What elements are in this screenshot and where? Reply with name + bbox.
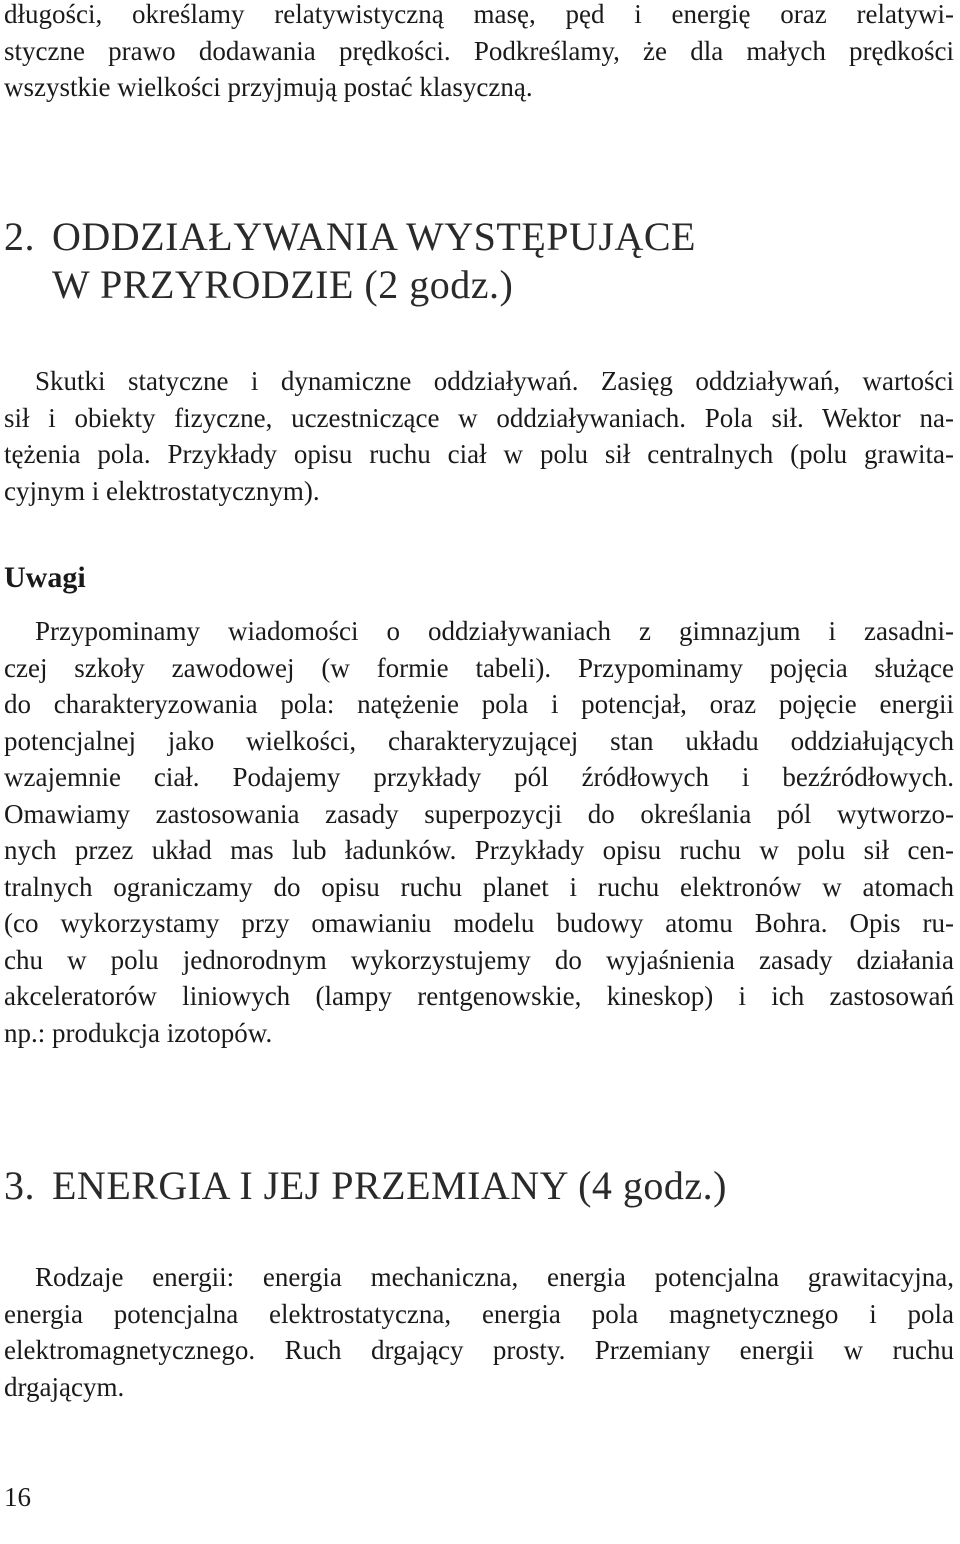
section-3-line: energia potencjalna elektrostatyczna, energia pola magnetycznego i pola xyxy=(4,1298,954,1329)
section-2-title-line2: W PRZYRODZIE (2 godz.) xyxy=(52,262,514,307)
intro-line: styczne prawo dodawania prędkości. Podkreślamy, że dla małych prędkości xyxy=(4,35,954,66)
section-2-heading xyxy=(4,213,954,309)
section-2-line: cyjnym i elektrostatycznym). xyxy=(4,475,320,506)
uwagi-line: nych przez układ mas lub ładunków. Przykłady opisu ruchu w polu sił cen- xyxy=(4,835,954,865)
section-2-line: tężenia pola. Przykłady opisu ruchu ciał w polu sił centralnych (polu grawita- xyxy=(4,439,954,469)
section-2-title-line1: ODDZIAŁYWANIA WYSTĘPUJĄCE xyxy=(52,214,696,259)
uwagi-line: Przypominamy wiadomości o oddziaływaniach z gimnazjum i zasadni- xyxy=(35,616,954,646)
section-3-line: elektromagnetycznego. Ruch drgający prosty. Przemiany energii w ruchu xyxy=(4,1335,954,1365)
page-number: 16 xyxy=(4,1482,31,1512)
section-2-body xyxy=(4,363,954,509)
section-3-body xyxy=(4,1259,954,1405)
section-3-title: ENERGIA I JEJ PRZEMIANY (4 godz.) xyxy=(52,1163,727,1208)
intro-paragraph xyxy=(4,0,954,106)
uwagi-line: chu w polu jednorodnym wykorzystujemy do wyjaśnienia zasady działania xyxy=(4,944,954,975)
uwagi-line: np.: produkcja izotopów. xyxy=(4,1017,273,1048)
uwagi-line: (co wykorzystamy przy omawianiu modelu budowy atomu Bohra. Opis ru- xyxy=(4,908,954,938)
uwagi-line: czej szkoły zawodowej (w formie tabeli). Przypominamy pojęcia służące xyxy=(4,652,954,683)
intro-line: wszystkie wielkości przyjmują postać klasyczną. xyxy=(4,72,533,102)
uwagi-line: do charakteryzowania pola: natężenie pola i potencjał, oraz pojęcie energii xyxy=(4,689,954,719)
uwagi-line: wzajemnie ciał. Podajemy przykłady pól źródłowych i bezźródłowych. xyxy=(4,762,954,792)
section-2-line: sił i obiekty fizyczne, uczestniczące w oddziaływaniach. Pola sił. Wektor na- xyxy=(4,402,954,433)
section-3-line: Rodzaje energii: energia mechaniczna, energia potencjalna grawitacyjna, xyxy=(35,1262,954,1292)
section-2-number: 2. xyxy=(4,214,35,259)
uwagi-line: akceleratorów liniowych (lampy rentgenowskie, kineskop) i ich zastosowań xyxy=(4,981,954,1011)
section-3-line: drgającym. xyxy=(4,1371,125,1402)
uwagi-line: Omawiamy zastosowania zasady superpozycji do określania pól wytworzo- xyxy=(4,798,954,829)
section-3-heading xyxy=(4,1162,954,1210)
section-2-line: Skutki statyczne i dynamiczne oddziaływań. Zasięg oddziaływań, wartości xyxy=(35,366,954,396)
uwagi-line: tralnych ograniczamy do opisu ruchu planet i ruchu elektronów w atomach xyxy=(4,871,954,902)
uwagi-line: potencjalnej jako wielkości, charakteryzującej stan układu oddziałujących xyxy=(4,725,954,756)
uwagi-heading: Uwagi xyxy=(4,561,86,594)
section-3-number: 3. xyxy=(4,1163,35,1208)
uwagi-paragraph xyxy=(4,613,954,1051)
intro-line: długości, określamy relatywistyczną masę, pęd i energię oraz relatywi- xyxy=(4,0,954,29)
